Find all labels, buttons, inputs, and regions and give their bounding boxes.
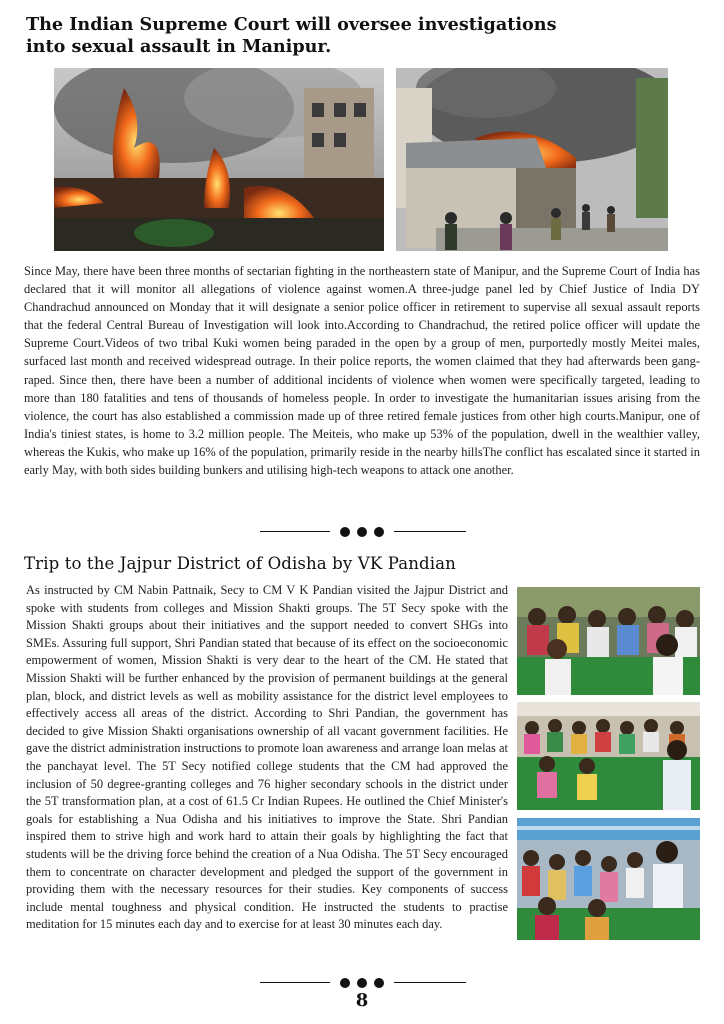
separator-dot [340, 527, 350, 537]
separator-dot [340, 978, 350, 988]
article2-title: Trip to the Jajpur District of Odisha by VK Pandian [24, 554, 456, 573]
separator-line-right [394, 531, 466, 532]
manipur-fire-photo-right [396, 68, 668, 251]
separator-line-left [260, 982, 330, 983]
article1-title-line2: into sexual assault in Manipur. [26, 36, 332, 57]
separator-dot [357, 527, 367, 537]
separator-line-right [394, 982, 466, 983]
pandian-crowd-photo-3 [517, 818, 700, 940]
footer-separator [0, 976, 724, 990]
pandian-crowd-photo-2 [517, 702, 700, 810]
pandian-crowd-photo-1 [517, 587, 700, 695]
article2-body: As instructed by CM Nabin Pattnaik, Secy to CM V K Pandian visited the Jajpur District and spoke with students from colleges and Mission Shakti groups. The 5T Secy spoke with the Mission Shakti groups about their initiatives and the support needed to convert SHGs into SMEs. Assuring full support, Shri Pandian stated that because of its effect on the socioeconomic empowerment of women, Mission Shakti is very dear to the heart of the CM. He stated that Mission Shakti will be further enhanced by the provision of permanent buildings at the general plan, block, and district levels as well as mobility assistance for the district level employees to effectively access all areas of the district. According to Shri Pandian, the government has decided to give Mission Shakti organisations ownership of all vacant government facilities. He gave the district administration instructions to promote loan awareness and arrange loan melas at the panchayat level. The 5T Secy notified college students that the CM had approved the inclusion of 50 degree-granting colleges and 76 higher secondary schools in the district under the 5T transformation plan, at a cost of 61.5 Cr Indian Rupees. He outlined the Chief Minister's goals for establishing a Nua Odisha and his initiatives to improve the State. Shri Pandian inspired them to strive high and work hard to attain their goals by highlighting the fact that students will be the driving force behind the creation of a Nua Odisha. The 5T Secy encouraged them to concentrate on character development and pledged the support of the government in providing them with the necessary resources for their studies. Key components of success include mental toughness and physical condition. He instructed the students to practise meditation for 15 minutes each day and to exercise for at least 30 minutes each day. [26, 583, 508, 932]
separator-dot [357, 978, 367, 988]
separator-dot [374, 978, 384, 988]
article1-title-line1: The Indian Supreme Court will oversee investigations [26, 14, 557, 35]
separator-line-left [260, 531, 330, 532]
article1-title [26, 14, 626, 58]
separator-dot [374, 527, 384, 537]
manipur-fire-photo-left [54, 68, 384, 251]
page-number: 8 [355, 990, 369, 1011]
section-separator [0, 525, 724, 539]
article1-body: Since May, there have been three months of sectarian fighting in the northeastern state of Manipur, and the Supreme Court of India has declared that it will monitor all allegations of violence against women.A three-judge panel led by Chief Justice of India DY Chandrachud announced on Monday that it will designate a senior police officer in retirement to supervise all sexual assault reports that the federal Central Bureau of Investigation will look into.According to Chandrachud, the retired police officer will update the Supreme Court.Videos of two tribal Kuki women being paraded in the open by a group of men, purportedly mostly Meitei males, surfaced last month and received widespread outrage. In their police reports, the women claimed that they had afterwards been gang-raped. Since then, there have been a number of additional incidents of violence when women were specifically targeted, leading to more than 180 fatalities and tens of thousands of homeless people. In order to investigate the humanitarian issues arising from the violence, the court has also established a commission made up of three retired female justices from other high courts.Manipur, one of India's tiniest states, is home to 3.2 million people. The Meiteis, who make up 53% of the population, dwell in the wealthier valley, whereas the Kukis, who make up 16% of the population, primarily reside in the nearby hillsThe conflict has escalated since it started in early May, with both sides building bunkers and utilising high-tech weapons to attack one another. [24, 264, 700, 478]
